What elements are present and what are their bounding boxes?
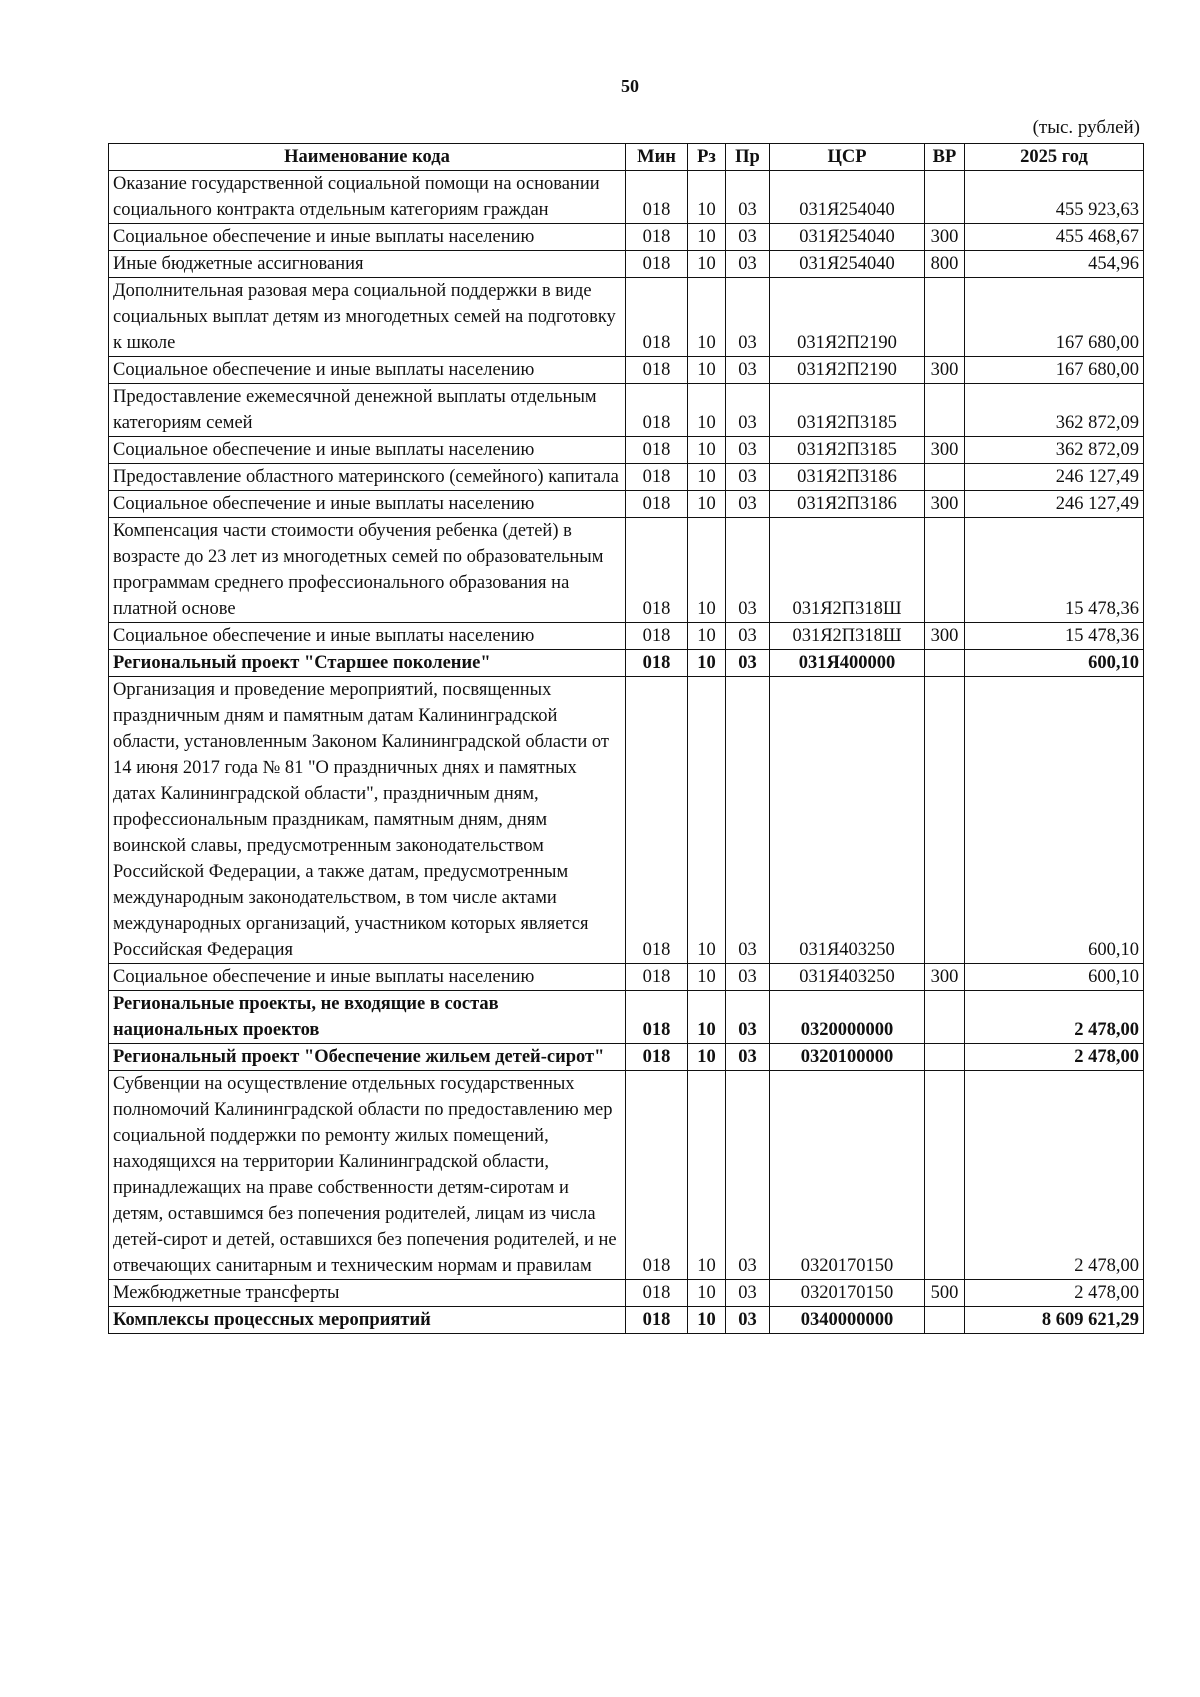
cell-name: Дополнительная разовая мера социальной поддержки в виде социальных выплат детям из многодетных семей на подготовку к школе (109, 278, 626, 357)
cell-amount: 600,10 (965, 677, 1144, 964)
cell-pr: 03 (726, 623, 770, 650)
cell-min: 018 (626, 384, 688, 437)
cell-rz: 10 (688, 1280, 726, 1307)
cell-name: Социальное обеспечение и иные выплаты населению (109, 224, 626, 251)
table-row (109, 1071, 1144, 1280)
cell-rz: 10 (688, 278, 726, 357)
cell-vr: 300 (925, 964, 965, 991)
cell-vr: 300 (925, 437, 965, 464)
cell-rz: 10 (688, 437, 726, 464)
cell-csr: 031Я2П2190 (770, 357, 925, 384)
cell-pr: 03 (726, 650, 770, 677)
cell-amount: 2 478,00 (965, 1044, 1144, 1071)
cell-name: Компенсация части стоимости обучения ребенка (детей) в возрасте до 23 лет из многодетных семей по образовательным программам среднего профессионального образования на платной основе (109, 518, 626, 623)
cell-amount: 362 872,09 (965, 384, 1144, 437)
header-year: 2025 год (965, 144, 1144, 171)
cell-min: 018 (626, 1071, 688, 1280)
cell-pr: 03 (726, 1071, 770, 1280)
cell-vr (925, 1044, 965, 1071)
cell-amount: 15 478,36 (965, 518, 1144, 623)
header-pr: Пр (726, 144, 770, 171)
header-min: Мин (626, 144, 688, 171)
cell-name: Региональные проекты, не входящие в состав национальных проектов (109, 991, 626, 1044)
cell-rz: 10 (688, 991, 726, 1044)
cell-amount: 455 468,67 (965, 224, 1144, 251)
cell-pr: 03 (726, 384, 770, 437)
cell-amount: 8 609 621,29 (965, 1307, 1144, 1334)
cell-min: 018 (626, 964, 688, 991)
cell-name: Региональный проект "Старшее поколение" (109, 650, 626, 677)
table-row (109, 1307, 1144, 1334)
cell-csr: 0340000000 (770, 1307, 925, 1334)
cell-name: Межбюджетные трансферты (109, 1280, 626, 1307)
table-row (109, 650, 1144, 677)
cell-rz: 10 (688, 518, 726, 623)
cell-rz: 10 (688, 677, 726, 964)
cell-vr: 300 (925, 623, 965, 650)
cell-min: 018 (626, 491, 688, 518)
cell-vr (925, 171, 965, 224)
cell-vr (925, 384, 965, 437)
header-vr: ВР (925, 144, 965, 171)
cell-pr: 03 (726, 1307, 770, 1334)
cell-csr: 031Я2П3186 (770, 464, 925, 491)
cell-csr: 031Я403250 (770, 677, 925, 964)
cell-min: 018 (626, 278, 688, 357)
cell-pr: 03 (726, 964, 770, 991)
cell-vr: 300 (925, 357, 965, 384)
cell-name: Предоставление ежемесячной денежной выплаты отдельным категориям семей (109, 384, 626, 437)
cell-csr: 031Я403250 (770, 964, 925, 991)
cell-min: 018 (626, 991, 688, 1044)
cell-name: Организация и проведение мероприятий, посвященных праздничным дням и памятным датам Калининградской области, установленным Законом Калининградской области от 14 июня 2017 года № 81 "О праздничных днях и памятных датах Калининградской области", праздничным дням, профессиональным праздникам, памятным дням, дням воинской славы, предусмотренным законодательством Российской Федерации, а также датам, предусмотренным международным законодательством, в том числе актами международных организаций, участником которых является Российская Федерация (109, 677, 626, 964)
cell-csr: 031Я2П318Ш (770, 518, 925, 623)
cell-amount: 454,96 (965, 251, 1144, 278)
cell-pr: 03 (726, 171, 770, 224)
cell-csr: 0320170150 (770, 1280, 925, 1307)
cell-amount: 2 478,00 (965, 1071, 1144, 1280)
header-rz: Рз (688, 144, 726, 171)
table-row (109, 251, 1144, 278)
cell-vr (925, 464, 965, 491)
cell-csr: 031Я400000 (770, 650, 925, 677)
table-row (109, 1280, 1144, 1307)
table-row (109, 677, 1144, 964)
table-row (109, 623, 1144, 650)
cell-vr (925, 278, 965, 357)
cell-amount: 362 872,09 (965, 437, 1144, 464)
cell-amount: 600,10 (965, 650, 1144, 677)
cell-name: Социальное обеспечение и иные выплаты населению (109, 437, 626, 464)
cell-min: 018 (626, 1044, 688, 1071)
cell-vr (925, 518, 965, 623)
table-body (109, 171, 1144, 1334)
cell-pr: 03 (726, 677, 770, 964)
cell-csr: 031Я254040 (770, 251, 925, 278)
cell-pr: 03 (726, 278, 770, 357)
cell-pr: 03 (726, 224, 770, 251)
cell-csr: 031Я2П3186 (770, 491, 925, 518)
cell-min: 018 (626, 623, 688, 650)
cell-pr: 03 (726, 518, 770, 623)
cell-pr: 03 (726, 437, 770, 464)
table-row (109, 1044, 1144, 1071)
cell-min: 018 (626, 677, 688, 964)
cell-amount: 455 923,63 (965, 171, 1144, 224)
cell-amount: 167 680,00 (965, 278, 1144, 357)
cell-vr: 300 (925, 491, 965, 518)
cell-amount: 15 478,36 (965, 623, 1144, 650)
cell-min: 018 (626, 650, 688, 677)
cell-min: 018 (626, 1280, 688, 1307)
cell-rz: 10 (688, 251, 726, 278)
table-row (109, 384, 1144, 437)
cell-min: 018 (626, 518, 688, 623)
cell-rz: 10 (688, 171, 726, 224)
table-row (109, 518, 1144, 623)
table-row (109, 964, 1144, 991)
cell-min: 018 (626, 171, 688, 224)
cell-min: 018 (626, 437, 688, 464)
cell-amount: 2 478,00 (965, 991, 1144, 1044)
cell-name: Комплексы процессных мероприятий (109, 1307, 626, 1334)
cell-rz: 10 (688, 491, 726, 518)
unit-note: (тыс. рублей) (1032, 117, 1140, 138)
cell-name: Субвенции на осуществление отдельных государственных полномочий Калининградской области по предоставлению мер социальной поддержки по ремонту жилых помещений, находящихся на территории Калининградской области, принадлежащих на праве собственности детям-сиротам и детям, оставшимся без попечения родителей, лицам из числа детей-сирот и детей, оставшихся без попечения родителей, и не отвечающих санитарным и техническим нормам и правилам (109, 1071, 626, 1280)
cell-amount: 246 127,49 (965, 491, 1144, 518)
cell-csr: 031Я254040 (770, 224, 925, 251)
header-row (109, 144, 1144, 171)
cell-amount: 600,10 (965, 964, 1144, 991)
cell-rz: 10 (688, 224, 726, 251)
cell-csr: 031Я2П2190 (770, 278, 925, 357)
table-row (109, 171, 1144, 224)
cell-csr: 0320170150 (770, 1071, 925, 1280)
cell-min: 018 (626, 224, 688, 251)
page-number: 50 (621, 76, 639, 96)
cell-rz: 10 (688, 357, 726, 384)
budget-table (108, 143, 1144, 1334)
cell-csr: 031Я254040 (770, 171, 925, 224)
cell-vr (925, 650, 965, 677)
cell-name: Социальное обеспечение и иные выплаты населению (109, 964, 626, 991)
cell-min: 018 (626, 251, 688, 278)
cell-name: Социальное обеспечение и иные выплаты населению (109, 623, 626, 650)
cell-vr: 800 (925, 251, 965, 278)
header-csr: ЦСР (770, 144, 925, 171)
cell-name: Оказание государственной социальной помощи на основании социального контракта отдельным категориям граждан (109, 171, 626, 224)
cell-csr: 0320000000 (770, 991, 925, 1044)
cell-name: Предоставление областного материнского (семейного) капитала (109, 464, 626, 491)
cell-csr: 031Я2П3185 (770, 384, 925, 437)
table-row (109, 278, 1144, 357)
table-row (109, 224, 1144, 251)
cell-rz: 10 (688, 1071, 726, 1280)
cell-pr: 03 (726, 491, 770, 518)
cell-min: 018 (626, 357, 688, 384)
cell-rz: 10 (688, 1307, 726, 1334)
cell-vr (925, 1307, 965, 1334)
cell-rz: 10 (688, 964, 726, 991)
cell-pr: 03 (726, 991, 770, 1044)
cell-rz: 10 (688, 464, 726, 491)
cell-pr: 03 (726, 251, 770, 278)
table-row (109, 464, 1144, 491)
cell-min: 018 (626, 1307, 688, 1334)
cell-pr: 03 (726, 464, 770, 491)
cell-rz: 10 (688, 384, 726, 437)
cell-name: Иные бюджетные ассигнования (109, 251, 626, 278)
cell-vr (925, 677, 965, 964)
header-name: Наименование кода (109, 144, 626, 171)
cell-amount: 167 680,00 (965, 357, 1144, 384)
cell-pr: 03 (726, 357, 770, 384)
cell-vr: 300 (925, 224, 965, 251)
table-row (109, 491, 1144, 518)
cell-vr (925, 991, 965, 1044)
cell-amount: 2 478,00 (965, 1280, 1144, 1307)
cell-name: Социальное обеспечение и иные выплаты населению (109, 491, 626, 518)
cell-min: 018 (626, 464, 688, 491)
cell-csr: 031Я2П3185 (770, 437, 925, 464)
cell-pr: 03 (726, 1280, 770, 1307)
cell-csr: 0320100000 (770, 1044, 925, 1071)
table-row (109, 357, 1144, 384)
cell-rz: 10 (688, 650, 726, 677)
cell-rz: 10 (688, 1044, 726, 1071)
cell-vr (925, 1071, 965, 1280)
table-row (109, 437, 1144, 464)
cell-rz: 10 (688, 623, 726, 650)
cell-pr: 03 (726, 1044, 770, 1071)
cell-csr: 031Я2П318Ш (770, 623, 925, 650)
cell-amount: 246 127,49 (965, 464, 1144, 491)
cell-name: Социальное обеспечение и иные выплаты населению (109, 357, 626, 384)
cell-vr: 500 (925, 1280, 965, 1307)
cell-name: Региональный проект "Обеспечение жильем детей-сирот" (109, 1044, 626, 1071)
table-row (109, 991, 1144, 1044)
